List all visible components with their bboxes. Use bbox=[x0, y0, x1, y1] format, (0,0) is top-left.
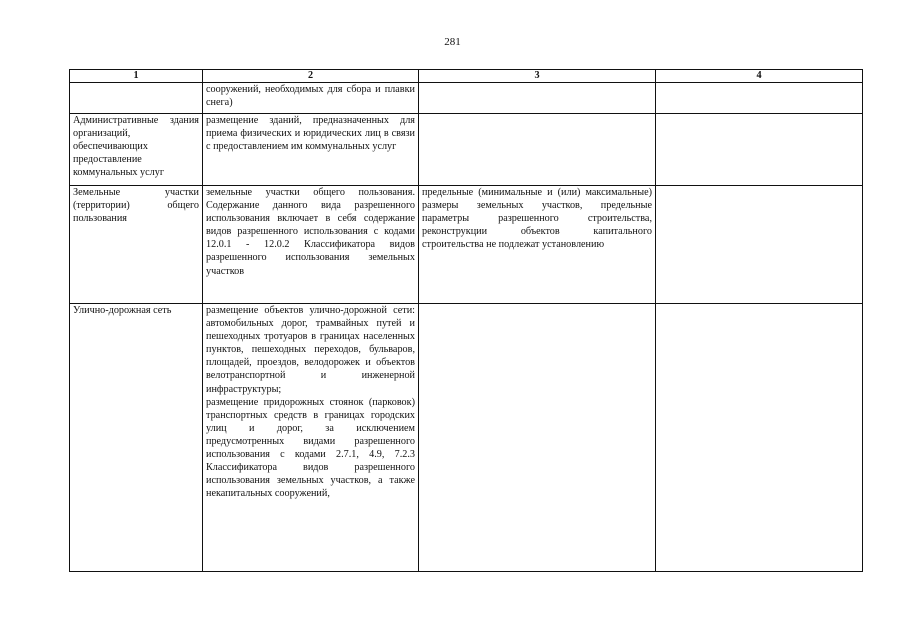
table-row bbox=[70, 304, 863, 572]
table-row bbox=[70, 83, 863, 114]
row-4-description-part-1: размещение объектов улично-дорожной сети: автомобильных дорог, трамвайных путей и пешеходных тротуаров в границах населенных пунктов, пешеходных переходов, бульваров, площадей, проездов, велодорожек и объектов велотранспортной и инженерной инфраструктуры; bbox=[206, 305, 415, 395]
page-number: 281 bbox=[444, 36, 461, 48]
column-header-3: 3 bbox=[419, 70, 656, 83]
row-1-parameters bbox=[419, 83, 656, 114]
row-4-notes bbox=[656, 304, 863, 572]
row-1-description: сооружений, необходимых для сбора и плавки снега) bbox=[203, 83, 419, 114]
column-header-2: 2 bbox=[203, 70, 419, 83]
row-4-parameters bbox=[419, 304, 656, 572]
row-3-notes bbox=[656, 186, 863, 304]
row-1-notes bbox=[656, 83, 863, 114]
column-header-4: 4 bbox=[656, 70, 863, 83]
row-2-land-use-type: Административные здания организаций, обеспечивающих предоставление коммунальных услуг bbox=[70, 114, 203, 186]
column-header-1: 1 bbox=[70, 70, 203, 83]
row-4-description-part-2: размещение придорожных стоянок (парковок) транспортных средств в границах городских улиц и дорог, за исключением предусмотренных видами разрешенного использования с кодами 2.7.1, 4.9, 7.2.3 Классификатора видов разрешенного использования земельных участков, а также некапитальных сооружений, bbox=[206, 396, 415, 500]
row-3-description: земельные участки общего пользования. Содержание данного вида разрешенного использования включает в себя содержание видов разрешенного использования с кодами 12.0.1 - 12.0.2 Классификатора видов разрешенного использования земельных участков bbox=[203, 186, 419, 304]
land-use-table bbox=[69, 69, 863, 572]
row-4-land-use-type: Улично-дорожная сеть bbox=[70, 304, 203, 572]
table-row bbox=[70, 186, 863, 304]
row-3-parameters: предельные (минимальные и (или) максимальные) размеры земельных участков, предельные параметры разрешенного строительства, реконструкции объектов капитального строительства не подлежат установлению bbox=[419, 186, 656, 304]
row-1-land-use-type bbox=[70, 83, 203, 114]
row-2-notes bbox=[656, 114, 863, 186]
row-2-parameters bbox=[419, 114, 656, 186]
row-2-description: размещение зданий, предназначенных для приема физических и юридических лиц в связи с предоставлением им коммунальных услуг bbox=[203, 114, 419, 186]
table-header-row bbox=[70, 70, 863, 83]
table-row bbox=[70, 114, 863, 186]
row-4-description bbox=[203, 304, 419, 572]
row-3-land-use-type: Земельные участки (территории) общего пользования bbox=[70, 186, 203, 304]
